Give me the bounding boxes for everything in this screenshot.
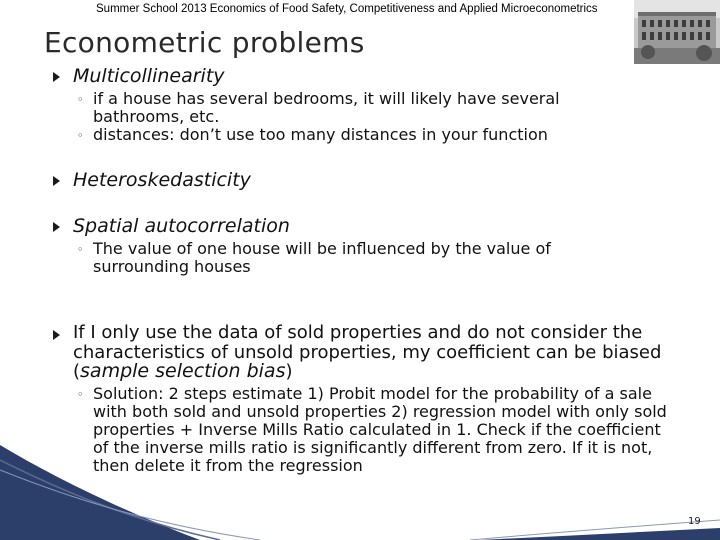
- building-photo: [634, 0, 720, 64]
- subbullet-solution: Solution: 2 steps estimate 1) Probit model for the probability of a sale with both sold and unsold properties 2) regression model with only sold properties + Inverse Mills Ratio calculated in 1. Check if the coefficient of the inverse mills ratio is significantly different from zero. If it is not, then delete it from the regression: [93, 384, 667, 475]
- bullet-spatial-autocorrelation: Spatial autocorrelation: [73, 215, 290, 237]
- selection-text: If I only use the data of sold properties and do not consider the characteristics of unsold properties, my coefficient can be biased (: [73, 322, 662, 382]
- triangle-bullet-icon: [53, 222, 60, 232]
- triangle-bullet-icon: [53, 176, 60, 186]
- corner-decoration: [0, 420, 720, 540]
- bullet-multicollinearity: Multicollinearity: [73, 65, 225, 87]
- subbullet-bedrooms: if a house has several bedrooms, it will likely have several bathrooms, etc.: [93, 89, 560, 126]
- selection-emphasis: sample selection bias: [80, 360, 286, 382]
- bullet-selection-bias: [73, 323, 683, 382]
- bullet-heteroskedasticity: Heteroskedasticity: [73, 169, 251, 191]
- triangle-bullet-icon: [53, 72, 60, 82]
- header-text: Summer School 2013 Economics of Food Safety, Competitiveness and Applied Microeconometrics: [96, 3, 598, 15]
- triangle-bullet-icon: [53, 330, 60, 340]
- ring-bullet-icon: ◦: [77, 93, 84, 106]
- page-number: 19: [688, 516, 701, 527]
- ring-bullet-icon: ◦: [77, 129, 84, 142]
- ring-bullet-icon: ◦: [77, 243, 84, 256]
- ring-bullet-icon: ◦: [77, 388, 84, 401]
- subbullet-distances: distances: don’t use too many distances in your function: [93, 125, 548, 144]
- subbullet-neighbors: The value of one house will be influenced by the value of surrounding houses: [93, 239, 551, 276]
- selection-text-end: ): [285, 361, 293, 382]
- slide-title: Econometric problems: [44, 26, 365, 59]
